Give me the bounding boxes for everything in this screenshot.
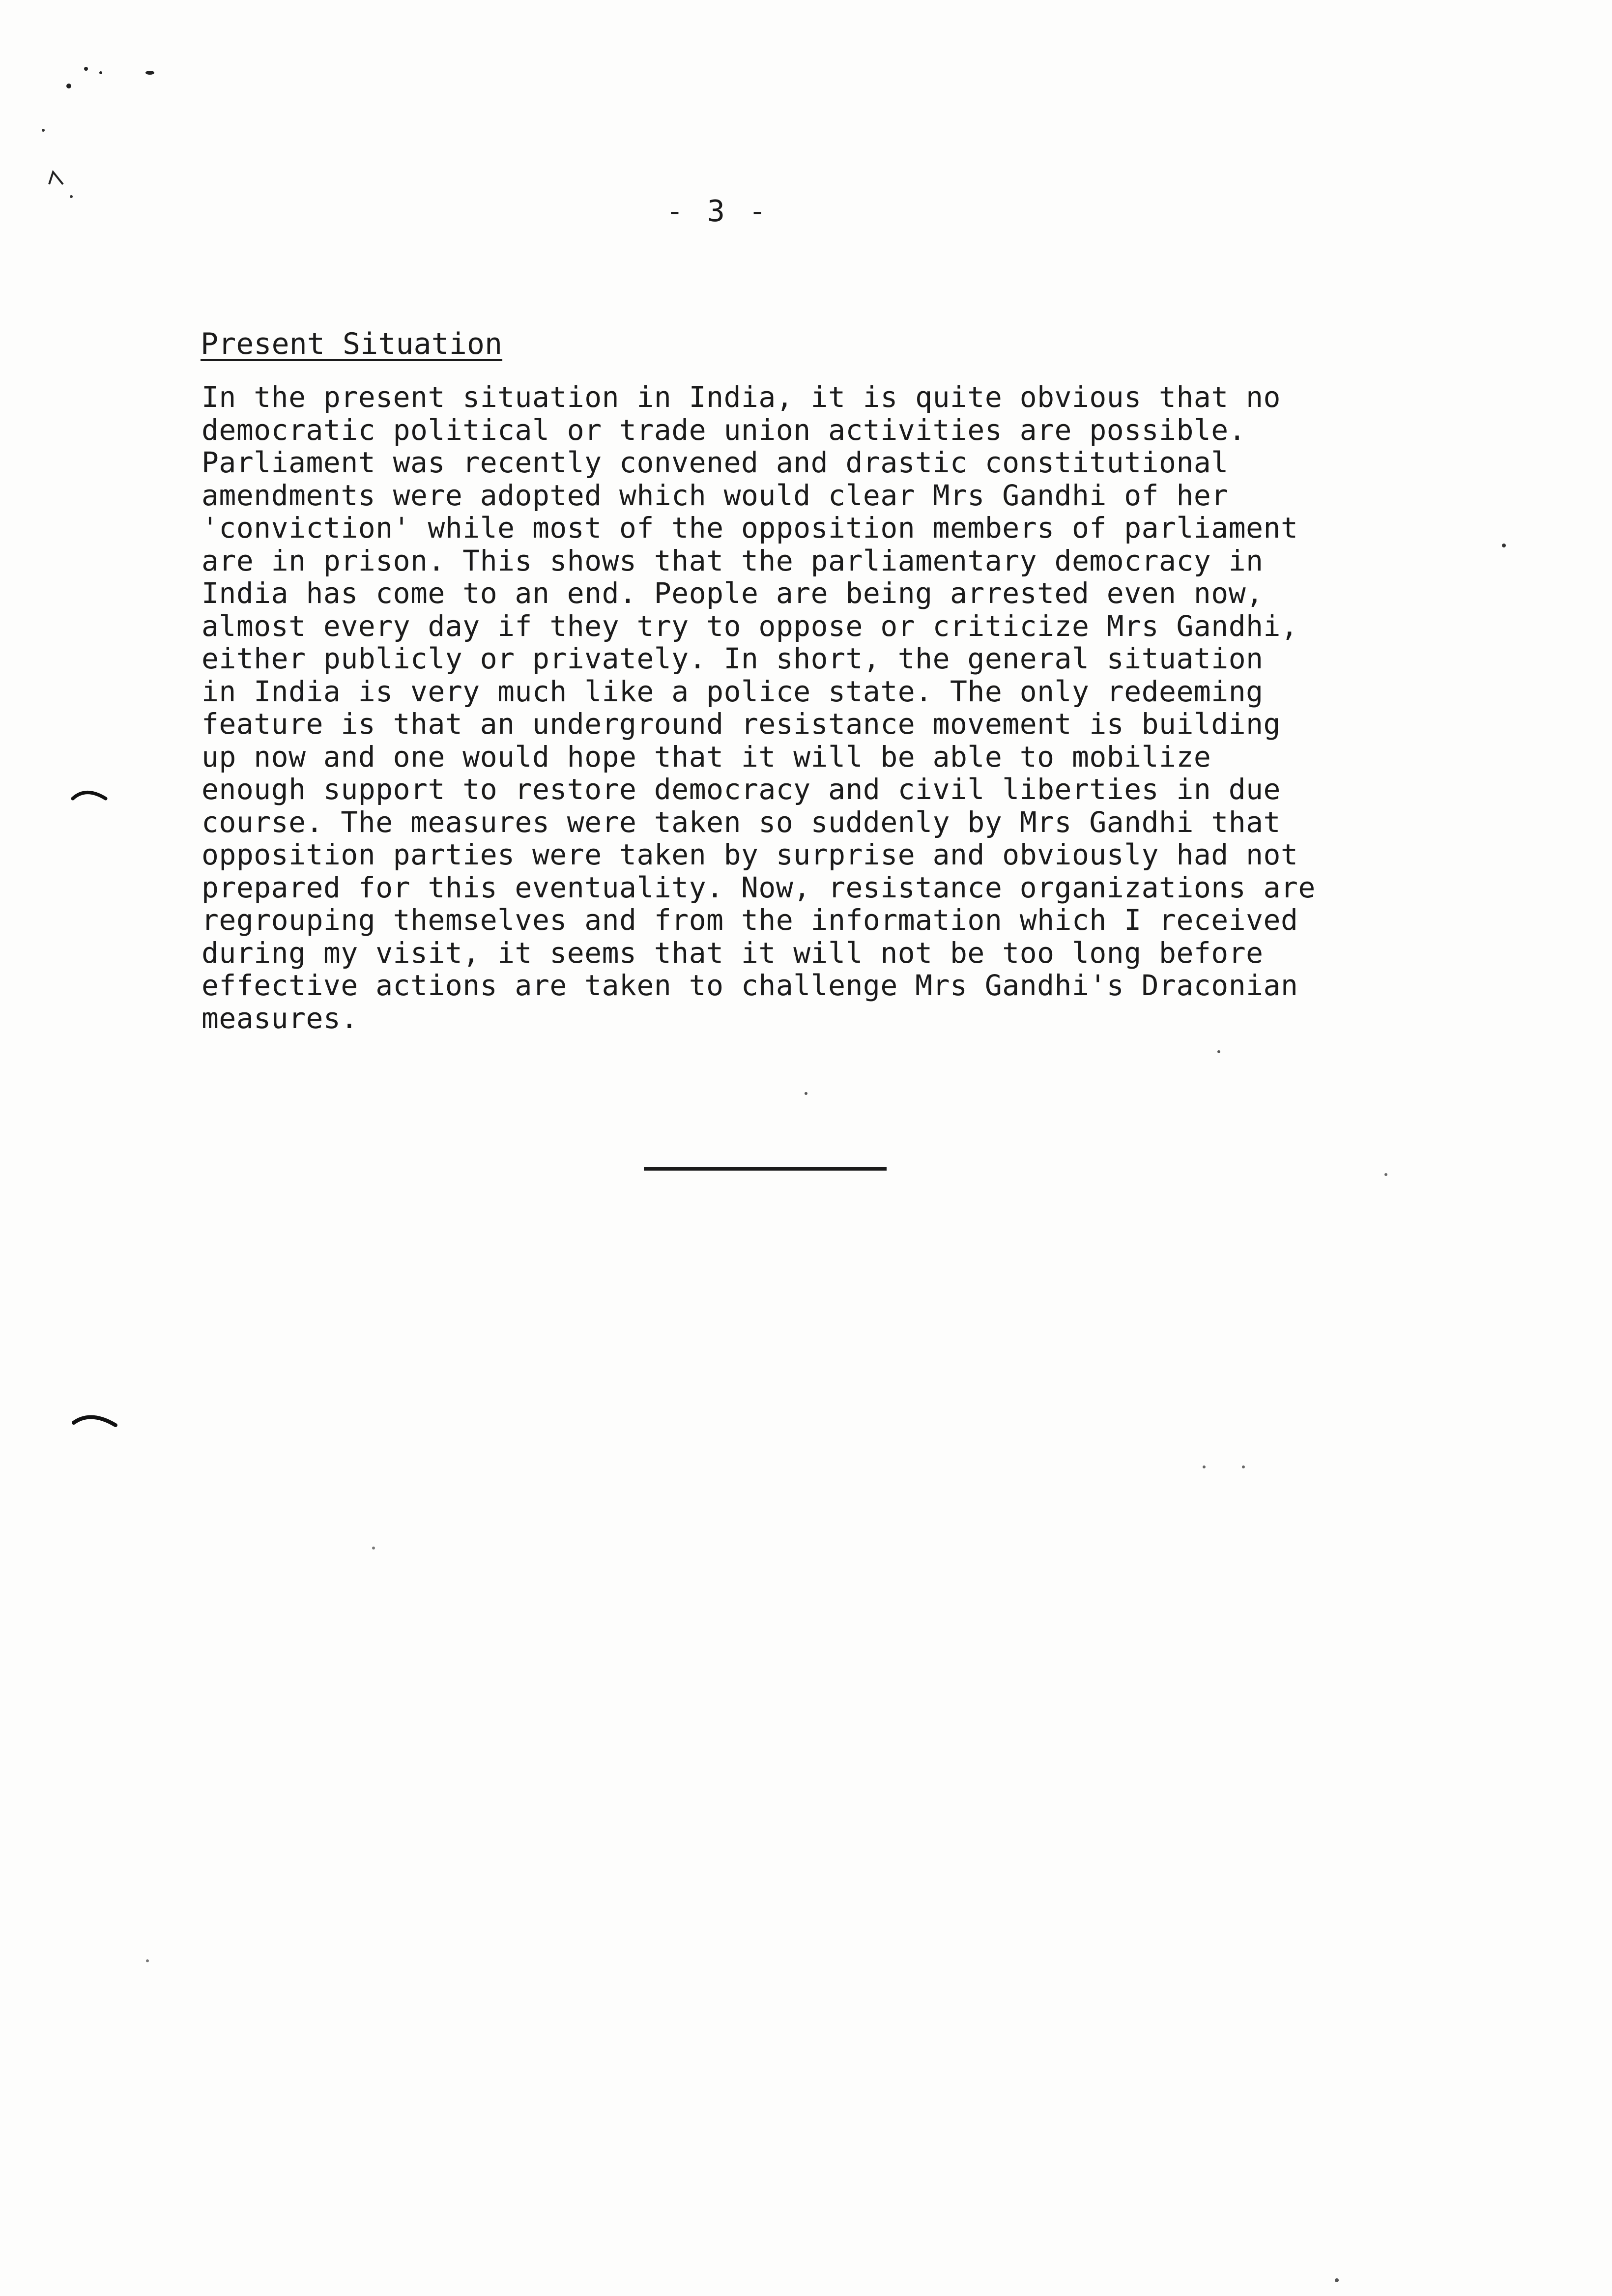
paragraph-line: 'conviction' while most of the opposition members of parliament [202,511,1298,545]
paragraph-line: In the present situation in India, it is quite obvious that no [202,380,1281,414]
page-number: - 3 - [665,194,770,229]
paragraph-line: feature is that an underground resistance movement is building [202,707,1281,741]
paragraph-line: effective actions are taken to challenge Mrs Gandhi's Draconian [202,969,1298,1002]
speck [145,71,154,75]
speck [372,1547,375,1550]
section-heading: Present Situation [201,327,503,361]
speck [1217,1050,1220,1053]
paragraph-line: democratic political or trade union activities are possible. [202,413,1246,447]
punch-hole-mark [73,793,106,799]
paragraph-line: Parliament was recently convened and drastic constitutional [202,446,1229,479]
paragraph-line: are in prison. This shows that the parliamentary democracy in [202,544,1264,577]
speck [84,67,88,71]
speck [146,1959,149,1962]
corner-scribble [49,172,63,184]
paragraph-line: enough support to restore democracy and civil liberties in due [202,773,1281,806]
speck [1203,1465,1206,1468]
paragraph-line: either publicly or privately. In short, the general situation [202,642,1264,675]
body-paragraph [202,381,1499,1034]
speck [1502,544,1506,547]
speck [1242,1465,1245,1468]
paragraph-line: up now and one would hope that it will be able to mobilize [202,740,1211,774]
speck [42,129,45,132]
paragraph-line: measures. [202,1001,358,1035]
paragraph-line: almost every day if they try to oppose or criticize Mrs Gandhi, [202,609,1298,643]
paragraph-line: in India is very much like a police state. The only redeeming [202,674,1264,708]
paragraph-line: India has come to an end. People are being arrested even now, [202,576,1264,610]
closing-rule [644,1167,887,1171]
punch-hole-mark [74,1417,115,1425]
paragraph-line: prepared for this eventuality. Now, resistance organizations are [202,870,1316,904]
speck [805,1092,807,1095]
paragraph-line: opposition parties were taken by surprise and obviously had not [202,838,1298,871]
paragraph-line: course. The measures were taken so suddenly by Mrs Gandhi that [202,805,1281,839]
paragraph-line: amendments were adopted which would clear Mrs Gandhi of her [202,478,1229,512]
paragraph-line: regrouping themselves and from the information which I received [202,903,1298,937]
speck [66,84,71,88]
speck [1384,1173,1387,1176]
speck [1335,2278,1339,2282]
paragraph-line: during my visit, it seems that it will not be too long before [202,936,1264,970]
speck [99,71,102,74]
